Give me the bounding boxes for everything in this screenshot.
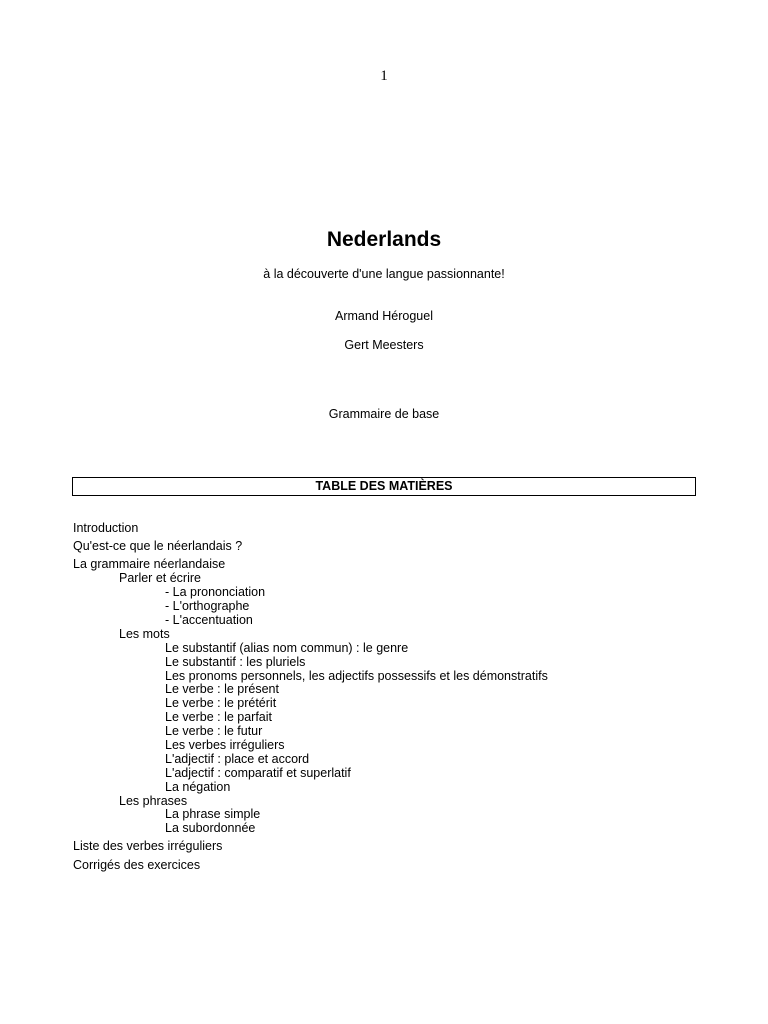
toc-entry: Le verbe : le présent	[165, 682, 279, 697]
toc-entry: Introduction	[73, 521, 139, 535]
toc-entry: Le substantif : les pluriels	[165, 654, 306, 669]
toc-entry: Les verbes irréguliers	[165, 737, 285, 752]
toc-entry: Liste des verbes irréguliers	[73, 839, 223, 854]
toc-entry: Les phrases	[119, 793, 188, 808]
toc-entry: Qu'est-ce que le néerlandais ?	[73, 539, 243, 554]
toc-entry: La négation	[165, 779, 231, 794]
author-name: Armand Héroguel	[335, 309, 433, 323]
toc-entry: - L'orthographe	[165, 599, 250, 614]
page-number: 1	[380, 68, 388, 84]
document-title: Nederlands	[326, 228, 442, 251]
toc-entry: L'adjectif : place et accord	[165, 751, 310, 766]
table-of-contents	[73, 522, 548, 873]
book-type: Grammaire de base	[328, 407, 440, 421]
toc-entry: - La prononciation	[165, 585, 266, 600]
toc-entry: Parler et écrire	[119, 571, 201, 586]
toc-entry: L'adjectif : comparatif et superlatif	[165, 765, 351, 780]
toc-entry: Le substantif (alias nom commun) : le genre	[165, 640, 409, 655]
author-name: Gert Meesters	[344, 338, 424, 352]
document-subtitle: à la découverte d'une langue passionnante!	[263, 267, 505, 281]
toc-entry: Les mots	[119, 626, 170, 641]
toc-heading: TABLE DES MATIÈRES	[72, 477, 696, 496]
toc-entry: Le verbe : le parfait	[165, 710, 273, 725]
toc-entry: Le verbe : le prétérit	[165, 696, 277, 711]
toc-entry: Le verbe : le futur	[165, 724, 263, 739]
toc-entry: - L'accentuation	[165, 612, 253, 627]
toc-entry: La phrase simple	[165, 807, 261, 822]
toc-entry: Corrigés des exercices	[73, 857, 201, 872]
toc-entry: La grammaire néerlandaise	[73, 557, 226, 572]
toc-entry: La subordonnée	[165, 821, 256, 836]
toc-entry: Les pronoms personnels, les adjectifs possessifs et les démonstratifs	[165, 668, 548, 683]
